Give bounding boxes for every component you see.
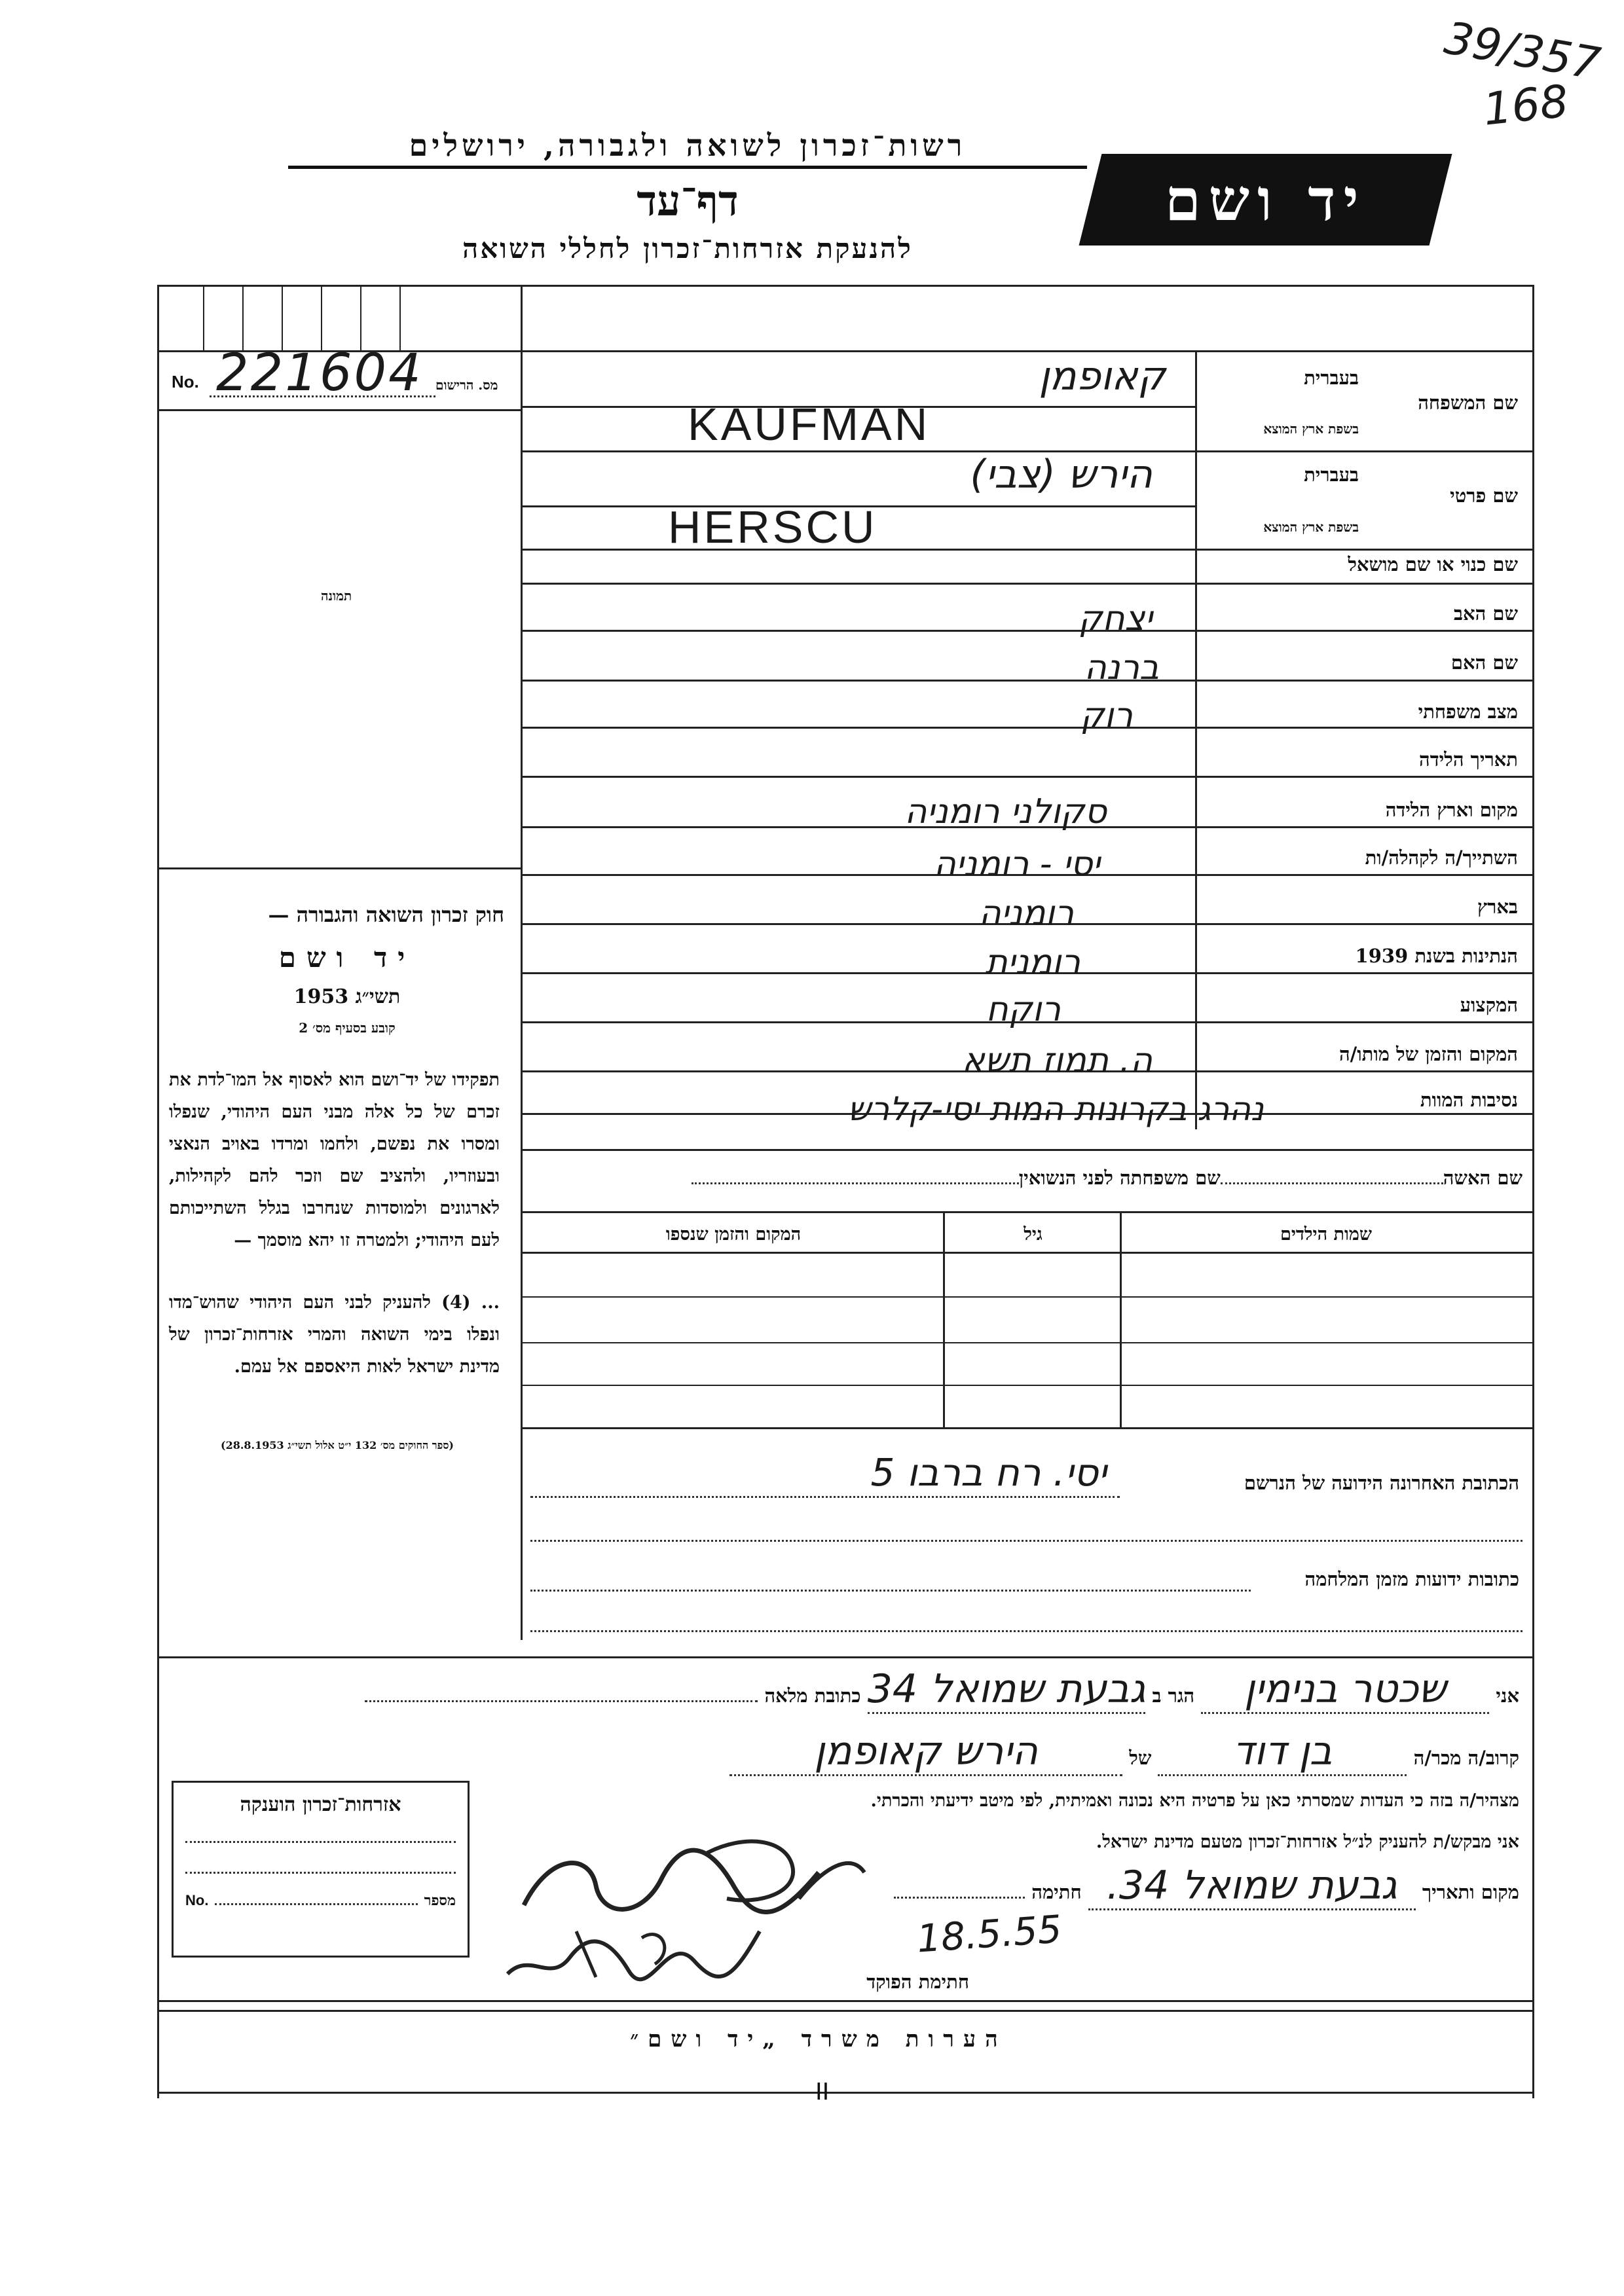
wife-name-label: שם האשה xyxy=(1443,1167,1522,1189)
photo-bottom-line xyxy=(157,867,521,869)
address-line-3 xyxy=(530,1590,1251,1592)
page-title: דף־עד xyxy=(637,177,739,226)
declaration-top-line xyxy=(157,1656,1532,1658)
footer-notes-line xyxy=(157,2092,1532,2094)
citizenship-box-line-2 xyxy=(185,1872,456,1874)
declarant-name: שכטר בנימין xyxy=(1201,1666,1489,1714)
children-col-div-2 xyxy=(943,1211,945,1427)
maiden-name-label: שם משפחתה לפני הנשואין xyxy=(1018,1167,1221,1189)
footer-notes: הערות משרד „יד ושם״ xyxy=(630,2026,1007,2052)
citizenship-no-dots xyxy=(215,1903,417,1905)
law-name: יד ושם xyxy=(278,941,416,974)
row-line-7 xyxy=(521,727,1532,729)
citizenship-box-line-1 xyxy=(185,1841,456,1843)
date-value: 18.5.55 xyxy=(915,1906,1063,1961)
address-line-2 xyxy=(530,1540,1522,1542)
law-citation: (ספר החוקים מס׳ 132 י״ט אלול תשי״ג 28.8.1953) xyxy=(221,1439,454,1451)
registration-no-label: No. xyxy=(172,372,199,392)
officer-signature-label: חתימת הפוקד xyxy=(866,1971,969,1993)
tick-6 xyxy=(399,285,401,350)
community-value: יסי - רומניה xyxy=(933,845,1100,884)
footer-top-line-2 xyxy=(157,2010,1532,2012)
children-names-header: שמות הילדים xyxy=(1280,1224,1373,1245)
country-value: רומניה xyxy=(978,894,1074,933)
declarant-signature-stroke-1 xyxy=(524,1850,819,1912)
wartime-addresses-label: כתובות ידועות מזמן המלחמה xyxy=(1304,1568,1519,1590)
children-row-2 xyxy=(521,1342,1532,1343)
frame-left xyxy=(157,285,159,2098)
family-name-hebrew-label: בעברית xyxy=(1304,367,1359,389)
declaration-request: אני מבקש/ת להעניק לנ״ל אזרחות־זכרון מטעם מדינת ישראל. xyxy=(1096,1832,1519,1852)
law-text-1: תפקידו של יד־ושם הוא לאסוף אל המו־לדת את זכרם של כל אלה מבני העם היהודי, שנפלו ומסרו את נפשם, ולחמו ומרדו באויב הנאצי ובעוזריו, ולהציב שם וזכר להם לקהילות, לארגונים ולמוסדות שנחרבו בגלל השתייכותם לעם היהודי; ולמטרה זו יהא מוסמך — xyxy=(169,1070,500,1250)
tick-2 xyxy=(242,285,244,350)
relative-of-value: הירש קאופמן xyxy=(729,1728,1122,1776)
full-address-label: כתובת מלאה xyxy=(764,1685,861,1707)
family-name-origin-label: בשפת ארץ המוצא xyxy=(1263,421,1359,437)
citizenship-no-label: No. xyxy=(185,1892,209,1908)
birth-place-label: מקום וארץ הלידה xyxy=(1385,799,1518,821)
last-address-value: יסי. רח ברבו 5 xyxy=(870,1450,1107,1495)
death-circumstances-label: נסיבות המוות xyxy=(1420,1089,1518,1111)
last-address-label: הכתובת האחרונה הידועה של הנרשם xyxy=(1244,1472,1519,1494)
place-date-label: מקום ותאריך xyxy=(1422,1881,1519,1903)
label-column-divider xyxy=(1195,350,1197,1129)
citizenship-box-number-row xyxy=(185,1892,456,1909)
family-name-hebrew-value: קאופמן xyxy=(1039,354,1166,399)
children-header-line xyxy=(521,1252,1532,1254)
citizenship-number-label: מספר xyxy=(424,1892,456,1909)
father-label: שם האב xyxy=(1453,602,1518,625)
marital-status-label: מצב משפחתי xyxy=(1418,701,1518,723)
corner-annotation xyxy=(1441,12,1608,157)
relation-value: בן דוד xyxy=(1158,1728,1407,1776)
row-line-1 xyxy=(521,350,1532,352)
tick-5 xyxy=(360,285,361,350)
children-bottom-line xyxy=(521,1427,1532,1429)
law-text-2: ... (4) להעניק לבני העם היהודי שהוש־מדו ונפלו בימי השואה והמרי אזרחות־זכרון של מדינת ישראל לאות היאספם אל עמם. xyxy=(169,1292,500,1377)
row-line-6 xyxy=(521,680,1532,682)
officer-signature-stroke-1 xyxy=(507,1931,760,1979)
first-name-origin-label: בשפת ארץ המוצא xyxy=(1263,519,1359,535)
frame-right xyxy=(1532,285,1534,2098)
corner-annotation-line2: 168 xyxy=(1481,75,1571,136)
profession-label: המקצוע xyxy=(1460,994,1518,1016)
declarant-signature-stroke-2 xyxy=(707,1842,793,1901)
law-year: תשי״ג 1953 xyxy=(293,985,401,1008)
nickname-label: שם כנוי או שם מושאל xyxy=(1348,553,1518,575)
declaration-i-label: אני xyxy=(1496,1685,1519,1707)
law-section: קובע בסעיף מס׳ 2 xyxy=(299,1020,396,1036)
citizenship-box-title: אזרחות־זכרון הוענקה xyxy=(240,1793,401,1816)
officer-signature xyxy=(498,1912,773,1997)
signature-label: חתימה xyxy=(1031,1881,1082,1903)
living-label: הגר ב xyxy=(1152,1685,1195,1707)
children-col-div-1 xyxy=(1120,1211,1122,1427)
mother-value: ברנה xyxy=(1084,648,1159,687)
row-line-4 xyxy=(521,583,1532,585)
children-row-1 xyxy=(521,1296,1532,1298)
mother-label: שם האם xyxy=(1450,651,1518,674)
footer-top-line-1 xyxy=(157,2000,1532,2002)
relation-label: קרוב/ה מכר/ה xyxy=(1413,1747,1519,1769)
registration-bottom-line xyxy=(157,409,521,411)
death-circumstances-value: נהרג בקרונות המות יסי-קלרש xyxy=(847,1090,1264,1128)
maiden-name-dots xyxy=(692,1182,1019,1184)
declaration-statement: מצהיר/ה בזה כי העדות שמסרתי כאן על פרטיה היא נכונה ואמיתית, לפי מיטב ידיעתי והכרתי. xyxy=(870,1791,1519,1811)
family-name-latin-value: KAUFMAN xyxy=(688,399,931,450)
declaration-row-1 xyxy=(170,1666,1519,1714)
photo-label: תמונה xyxy=(321,588,352,604)
children-age-header: גיל xyxy=(1024,1224,1043,1245)
yad-vashem-logo xyxy=(1079,154,1452,246)
citizenship-box xyxy=(172,1781,470,1958)
officer-signature-stroke-2 xyxy=(576,1931,665,1977)
death-place-time-label: המקום והזמן של מותו/ה xyxy=(1338,1043,1518,1065)
first-name-hebrew-value: הירש (צבי) xyxy=(970,452,1153,498)
address-line-1 xyxy=(530,1496,1120,1498)
registration-label: מס. הרישום xyxy=(435,377,498,393)
first-name-latin-value: HERSCU xyxy=(668,501,877,553)
law-heading: חוק זכרון השואה והגבורה — xyxy=(268,902,504,927)
country-label: בארץ xyxy=(1477,896,1518,918)
row-line-5 xyxy=(521,630,1532,632)
footer-mark: II xyxy=(815,2079,830,2105)
citizenship-1939-value: רומנית xyxy=(985,943,1080,982)
declarant-address: גבעת שמואל 34 xyxy=(868,1666,1146,1714)
family-name-label: שם המשפחה xyxy=(1418,392,1518,414)
authority-title: רשות־זכרון לשואה ולגבורה, ירושלים xyxy=(288,128,1087,169)
declaration-dots-1 xyxy=(365,1700,758,1702)
wife-name-row xyxy=(530,1167,1522,1190)
first-name-hebrew-label: בעברית xyxy=(1304,464,1359,486)
citizenship-1939-label: הנתינות בשנת 1939 xyxy=(1355,945,1518,967)
birth-date-label: תאריך הלידה xyxy=(1419,748,1518,771)
wife-name-dots xyxy=(1221,1182,1443,1184)
officer-signature-row xyxy=(866,1971,969,1994)
first-name-label: שם פרטי xyxy=(1450,484,1518,507)
profession-value: רוקח xyxy=(986,990,1061,1029)
tick-3 xyxy=(282,285,283,350)
declaration-row-2 xyxy=(170,1728,1519,1776)
birth-place-value: סקולני רומניה xyxy=(904,792,1107,831)
of-label: של xyxy=(1129,1747,1152,1769)
row-line-8 xyxy=(521,776,1532,778)
page-subtitle: להנעקת אזרחות־זכרון לחללי השואה xyxy=(462,232,913,264)
signature-dots xyxy=(894,1897,1025,1899)
address-line-4 xyxy=(530,1630,1522,1632)
father-value: יצחק xyxy=(1078,599,1153,638)
row-line-16 xyxy=(521,1149,1532,1151)
registration-number: 221604 xyxy=(216,344,423,403)
marital-status-value: רוק xyxy=(1080,696,1133,735)
children-place-header: המקום והזמן שנספו xyxy=(665,1224,802,1245)
community-label: השתייך/ה לקהלה/ות xyxy=(1365,847,1518,869)
tick-1 xyxy=(203,285,204,350)
frame-top xyxy=(157,285,1532,287)
left-column-divider xyxy=(521,285,523,1640)
children-top-line xyxy=(521,1211,1532,1213)
children-row-3 xyxy=(521,1385,1532,1386)
tick-4 xyxy=(321,285,322,350)
place-date-row xyxy=(894,1863,1519,1910)
logo-text: יד ושם xyxy=(1164,165,1367,234)
corner-annotation-line1: 39/357 xyxy=(1441,12,1604,91)
place-value: גבעת שמואל 34. xyxy=(1088,1863,1416,1910)
death-place-time-value: ה. תמוז תשא xyxy=(961,1041,1153,1080)
